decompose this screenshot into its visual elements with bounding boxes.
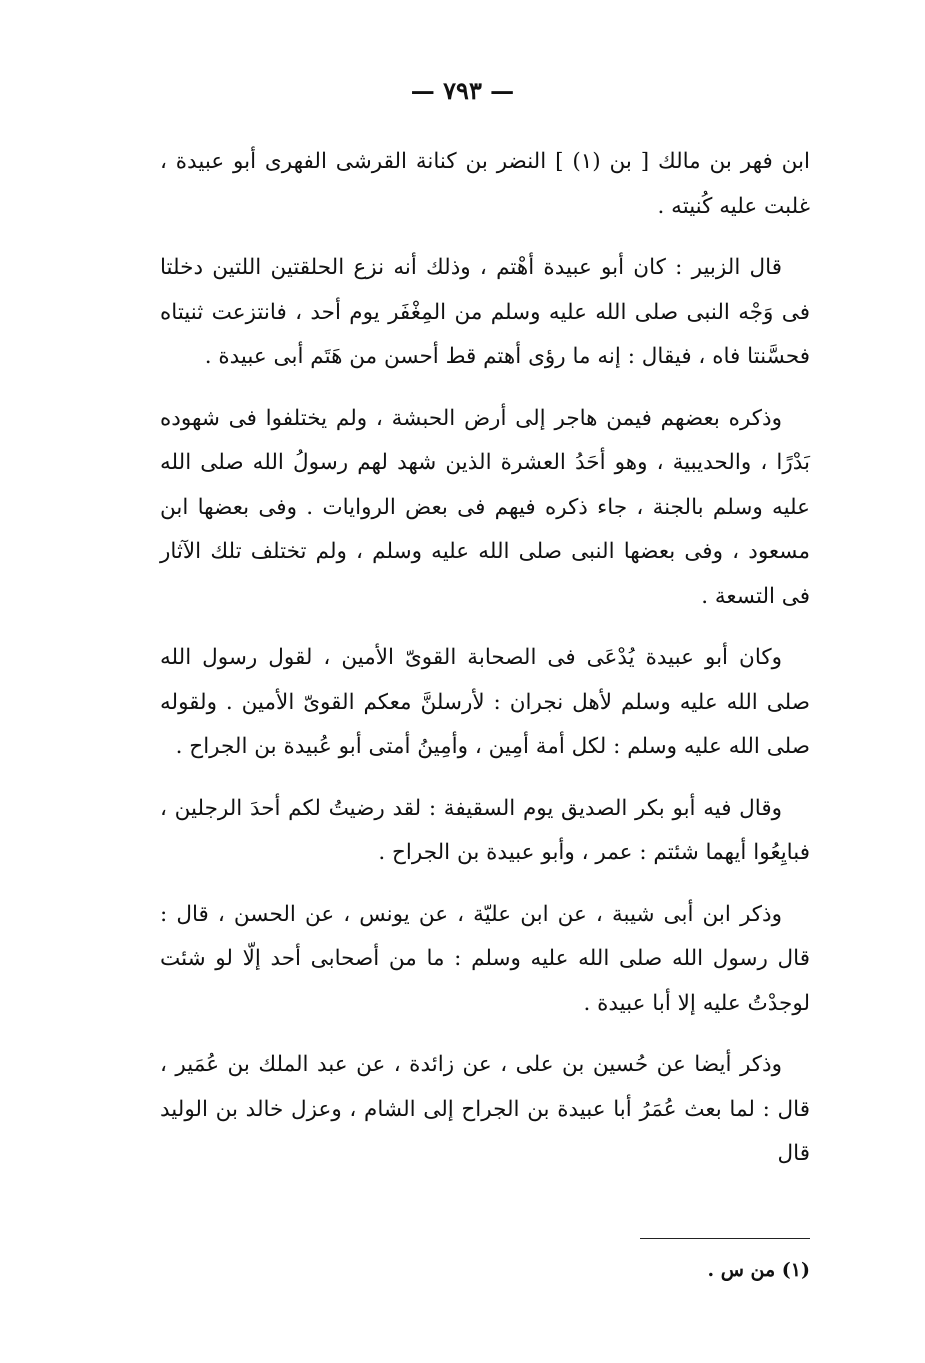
footnote-divider [640, 1238, 810, 1239]
paragraph-6: وذكر ابن أبى شيبة ، عن ابن عليّة ، عن يونس ، عن الحسن ، قال : قال رسول الله صلى الله عليه وسلم : ما من أصحابى أحد إلّا لو شئت لوجدْتُ عليه إلا أبا عبيدة . [160, 901, 810, 1016]
footnote: (١) من س . [707, 1259, 810, 1281]
paragraph-3: وذكره بعضهم فيمن هاجر إلى أرض الحبشة ، ولم يختلفوا فى شهوده بَدْرًا ، والحديبية ، وهو أحَدُ العشرة الذين شهد لهم رسولُ الله صلى الله عليه وسلم بالجنة ، جاء ذكره فيهم فى بعض الروايات . وفى بعضها ابن مسعود ، وفى بعضها النبى صلى الله عليه وسلم ، ولم تختلف تلك الآثار فى التسعة . [160, 405, 810, 609]
paragraph-1: ابن فهر بن مالك [ بن (١) ] النضر بن كنانة القرشى الفهرى أبو عبيدة ، غلبت عليه كُنيته . [160, 149, 810, 219]
paragraph-7: وذكر أيضا عن حُسين بن على ، عن زائدة ، عن عبد الملك بن عُمَير ، قال : لما بعث عُمَرُ أبا عبيدة بن الجراح إلى الشام ، وعزل خالد بن الوليد قال [160, 1052, 810, 1166]
page-number: — ٧٩٣ — [410, 76, 515, 105]
paragraph-2: قال الزبير : كان أبو عبيدة أهْتم ، وذلك أنه نزع الحلقتين اللتين دخلتا فى وَجْه النبى صلى الله عليه وسلم من المِغْفَر يوم أحد ، فانتزعت ثنيتاه فحسَّنتا فاه ، فيقال : إنه ما رؤى أهتم قط أحسن من هَتَم أبى عبيدة . [160, 255, 810, 369]
paragraph-4: وكان أبو عبيدة يُدْعَى فى الصحابة القوىّ الأمين ، لقول رسول الله صلى الله عليه وسلم لأهل نجران : لأرسلنَّ معكم القوىّ الأمين . ولقوله صلى الله عليه وسلم : لكل أمة أمِين ، وأمِينُ أمتى أبو عُبيدة بن الجراح . [160, 645, 810, 759]
body-text [160, 140, 810, 1194]
paragraph-5: وقال فيه أبو بكر الصديق يوم السقيفة : لقد رضيتُ لكم أحدَ الرجلين ، فبايِعُوا أيهما شئتم : عمر ، وأبو عبيدة بن الجراح . [160, 795, 810, 865]
